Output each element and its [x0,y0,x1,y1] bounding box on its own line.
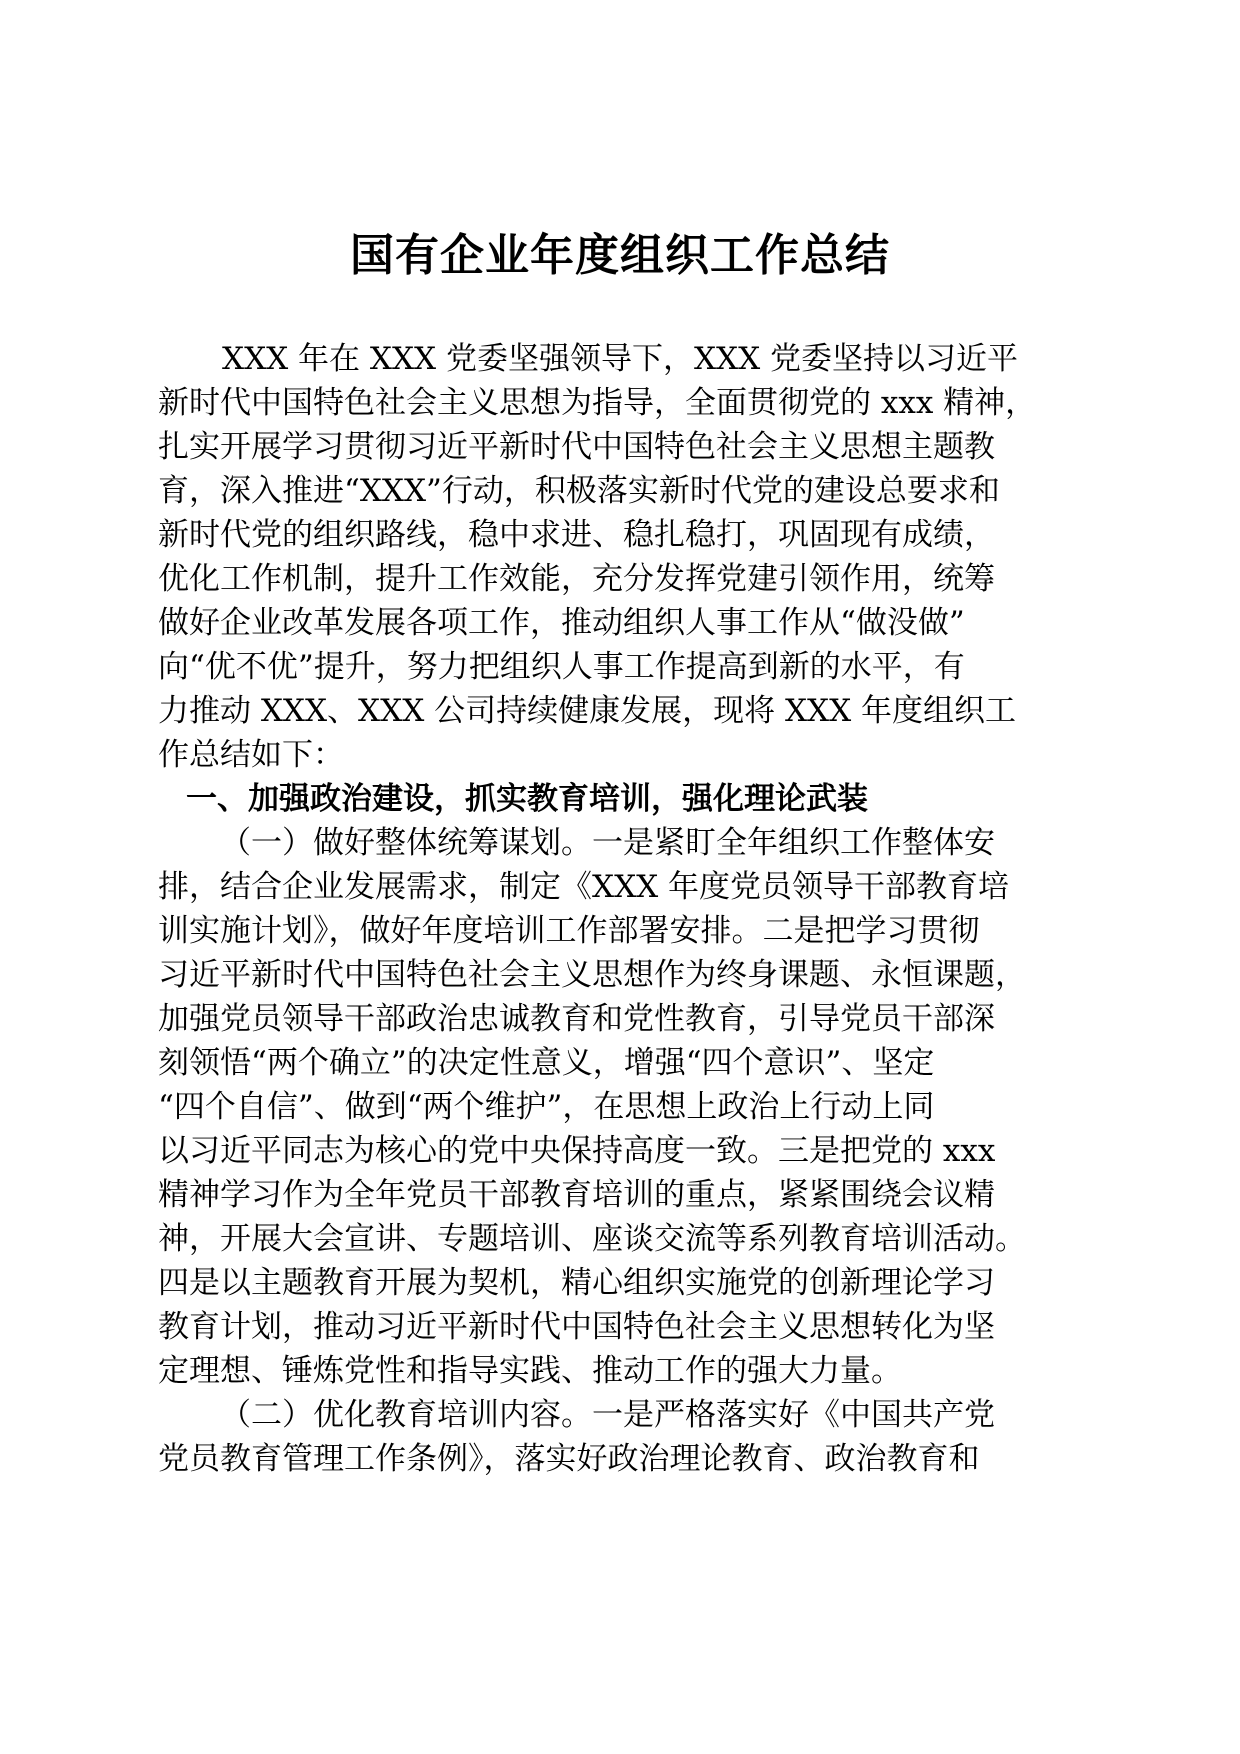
body-line: “四个自信”、做到“两个维护”，在思想上政治上行动上同 [158,1089,935,1125]
body-line: 精神学习作为全年党员干部教育培训的重点，紧紧围绕会议精 [158,1177,995,1213]
body-line: 党员教育管理工作条例》，落实好政治理论教育、政治教育和 [158,1441,980,1477]
body-line: 排，结合企业发展需求，制定《XXX 年度党员领导干部教育培 [158,869,1010,905]
body-line: 四是以主题教育开展为契机，精心组织实施党的创新理论学习 [158,1265,995,1301]
body-line: 教育计划，推动习近平新时代中国特色社会主义思想转化为坚 [158,1309,995,1345]
body-line: 力推动 XXX、XXX 公司持续健康发展，现将 XXX 年度组织工 [158,693,1017,729]
body-line: 向“优不优”提升，努力把组织人事工作提高到新的水平，有 [158,649,965,685]
body-line: 新时代中国特色社会主义思想为指导，全面贯彻党的 xxx 精神， [158,385,1037,421]
body-line: XXX 年在 XXX 党委坚强领导下，XXX 党委坚持以习近平 [222,341,1019,377]
body-line: 新时代党的组织路线，稳中求进、稳扎稳打，巩固现有成绩， [158,517,995,553]
body-line: 训实施计划》，做好年度培训工作部署安排。二是把学习贯彻 [158,913,980,949]
body-line: 做好企业改革发展各项工作，推动组织人事工作从“做没做” [158,605,965,641]
body-line: 育，深入推进“XXX”行动，积极落实新时代党的建设总要求和 [158,473,1000,509]
subsection-line: （一）做好整体统筹谋划。一是紧盯全年组织工作整体安 [220,825,995,861]
document-title: 国有企业年度组织工作总结 [350,230,890,281]
body-line: 定理想、锤炼党性和指导实践、推动工作的强大力量。 [158,1353,902,1389]
body-line: 优化工作机制，提升工作效能，充分发挥党建引领作用，统筹 [158,561,995,597]
subsection-line: （二）优化教育培训内容。一是严格落实好《中国共产党 [220,1397,995,1433]
body-line: 加强党员领导干部政治忠诚教育和党性教育，引导党员干部深 [158,1001,995,1037]
body-line: 刻领悟“两个确立”的决定性意义，增强“四个意识”、坚定 [158,1045,935,1081]
body-line: 作总结如下： [158,737,344,773]
section-heading: 一、加强政治建设，抓实教育培训，强化理论武装 [186,781,868,817]
body-line: 习近平新时代中国特色社会主义思想作为终身课题、永恒课题， [158,957,1026,993]
body-line: 扎实开展学习贯彻习近平新时代中国特色社会主义思想主题教 [158,429,995,465]
body-line: 以习近平同志为核心的党中央保持高度一致。三是把党的 xxx [158,1133,996,1169]
body-line: 神，开展大会宣讲、专题培训、座谈交流等系列教育培训活动。 [158,1221,1026,1257]
